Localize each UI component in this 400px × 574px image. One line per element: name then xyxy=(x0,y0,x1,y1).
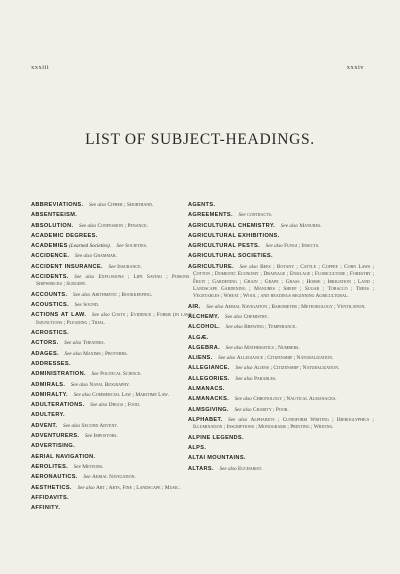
index-entry xyxy=(188,233,374,240)
cross-references: Mathematics ; Numbers. xyxy=(244,344,300,351)
see-reference-label: See also xyxy=(70,381,88,388)
index-entry xyxy=(31,253,195,260)
index-entry xyxy=(188,365,374,372)
entry-heading: ABSENTEEISM. xyxy=(31,212,78,219)
entry-heading: ADVENT. xyxy=(31,422,58,429)
entry-heading: ADVERTISING. xyxy=(31,443,75,450)
index-entry xyxy=(188,324,374,331)
cross-references: contracts. xyxy=(247,212,273,219)
cross-references: Maxims ; Proverbs. xyxy=(83,350,128,357)
entry-heading: ADMINISTRATION. xyxy=(31,371,86,378)
cross-references: Drugs ; Food. xyxy=(108,402,141,409)
entry-heading: AERIAL NAVIGATION. xyxy=(31,453,96,460)
index-entry xyxy=(31,233,195,240)
cross-references: Parables. xyxy=(253,375,277,382)
index-entry xyxy=(188,386,374,393)
entry-heading: ACCIDENTS. xyxy=(31,274,69,281)
index-entry xyxy=(188,223,374,230)
page-number-left: xxxiii xyxy=(31,64,50,71)
index-entry xyxy=(31,302,195,309)
see-reference-label: See also xyxy=(62,422,81,429)
index-entry xyxy=(31,464,195,471)
index-entry xyxy=(31,202,195,209)
index-entry xyxy=(31,212,195,219)
entry-heading: ACOUSTICS. xyxy=(31,302,69,309)
cross-references: Theatres. xyxy=(82,340,105,347)
see-reference-label: See xyxy=(73,463,81,470)
cross-references: Allegiance ; Citizenship ; Naturalization. xyxy=(236,355,334,362)
see-reference-label: See also xyxy=(280,222,298,229)
entry-heading: ALPHABET. xyxy=(188,416,223,423)
entry-heading: ACROSTICS. xyxy=(31,330,69,337)
entry-heading: ADULTERY. xyxy=(31,412,65,419)
see-reference-label: See also xyxy=(234,406,252,413)
entry-heading: ACCIDENCE. xyxy=(31,253,70,260)
see-reference-label: See also xyxy=(228,416,248,423)
index-entry xyxy=(188,243,374,250)
entry-heading: ADULTERATIONS. xyxy=(31,402,85,409)
index-entry xyxy=(31,312,195,327)
see-reference-label: See xyxy=(74,302,82,309)
page-number-right: xxxiv xyxy=(346,64,364,71)
cross-references: Aerial Navigation. xyxy=(91,474,136,481)
cross-references: Aliens ; Citizenship ; Naturalization. xyxy=(253,365,340,372)
index-entry xyxy=(31,264,195,271)
index-entry xyxy=(188,264,374,301)
see-reference-label: See also xyxy=(77,484,95,491)
entry-heading: AGRICULTURAL PESTS. xyxy=(188,243,261,250)
index-entry xyxy=(188,445,374,452)
index-entry xyxy=(31,423,195,430)
right-column xyxy=(188,202,374,476)
index-entry xyxy=(188,304,374,311)
see-reference-label: See also xyxy=(235,375,253,382)
cross-references: Brewing ; Temperance. xyxy=(244,324,297,331)
entry-heading: ADAGES. xyxy=(31,350,59,357)
index-entry xyxy=(31,402,195,409)
cross-references: Commercial Law ; Maritime Law. xyxy=(92,391,170,398)
index-entry xyxy=(188,396,374,403)
index-entry xyxy=(31,330,195,337)
entry-heading: ACADEMIC DEGREES. xyxy=(31,232,98,239)
cross-references: Naval Biography. xyxy=(89,381,131,388)
see-reference-label: See xyxy=(91,371,99,378)
see-reference-label: See xyxy=(84,433,93,440)
entry-heading: ACTIONS AT LAW. xyxy=(31,312,87,319)
entry-heading: ALCOHOL. xyxy=(188,324,221,331)
entry-qualifier: (Learned Societies). xyxy=(69,243,111,250)
entry-heading: AGRICULTURAL EXHIBITIONS. xyxy=(188,232,280,239)
entry-heading: AGRICULTURAL CHEMISTRY. xyxy=(188,222,276,229)
cross-references: Explosions ; Life Saving ; Poisons ; Shipwrecks ; Surgery. xyxy=(36,274,195,288)
entry-heading: AERONAUTICS. xyxy=(31,474,78,481)
index-entry xyxy=(31,371,195,378)
cross-references: Alphabets ; Cuneiform Writing ; Hieroglyphics ; Illumination ; Inscriptions ; Monograms ; Printing ; Writing. xyxy=(193,416,374,431)
entry-heading: AGREEMENTS. xyxy=(188,212,233,219)
see-reference-label: See also xyxy=(235,365,253,372)
entry-heading: AESTHETICS. xyxy=(31,484,72,491)
entry-heading: ALLEGIANCE. xyxy=(188,365,230,372)
index-entry xyxy=(31,433,195,440)
see-reference-label: See also xyxy=(88,202,107,208)
index-entry xyxy=(31,223,195,230)
see-reference-label: See also xyxy=(64,350,82,357)
cross-references: Chemistry. xyxy=(243,314,269,320)
entry-heading: AGRICULTURAL SOCIETIES. xyxy=(188,253,273,260)
cross-references: Costs ; Evidence ; Forms (in law) ; Injunctions ; Pleading ; Trial. xyxy=(36,312,195,326)
cross-references: Manures. xyxy=(299,222,322,229)
see-reference-label: See also xyxy=(74,274,95,281)
index-entry xyxy=(31,340,195,347)
cross-references: Impostors. xyxy=(93,433,118,440)
entry-heading: AGRICULTURE. xyxy=(188,263,235,270)
entry-heading: AFFIDAVITS. xyxy=(31,494,69,501)
entry-heading: AFFINITY. xyxy=(31,505,61,512)
entry-heading: ALLEGORIES. xyxy=(188,375,230,382)
entry-heading: ACCIDENT INSURANCE. xyxy=(31,263,103,270)
index-entry xyxy=(31,351,195,358)
entry-heading: ADDRESSES. xyxy=(31,360,71,367)
entry-heading: ACCOUNTS. xyxy=(31,291,68,298)
entry-heading: ALTAI MOUNTAINS. xyxy=(188,455,246,462)
left-column xyxy=(31,202,195,515)
entry-heading: ALGÆ. xyxy=(188,334,209,341)
cross-references: Cipher ; Shorthand. xyxy=(107,202,154,208)
see-reference-label: See xyxy=(108,263,116,270)
entry-heading: ALCHEMY. xyxy=(188,314,220,320)
cross-references: Arithmetic ; Bookkeeping. xyxy=(91,291,153,298)
cross-references: Grammar. xyxy=(93,253,117,260)
see-reference-label: See also xyxy=(239,263,258,270)
entry-heading: ALPINE LEGENDS. xyxy=(188,434,244,441)
see-reference-label: See also xyxy=(225,344,243,351)
index-entry xyxy=(188,355,374,362)
index-entry xyxy=(188,314,374,321)
index-entry xyxy=(31,382,195,389)
see-reference-label: See xyxy=(116,243,124,250)
index-entry xyxy=(188,376,374,383)
index-entry xyxy=(188,253,374,260)
see-reference-label: See also xyxy=(265,243,283,250)
see-reference-label: See also xyxy=(90,402,108,409)
see-reference-label: See xyxy=(238,212,246,219)
entry-heading: ALTARS. xyxy=(188,465,214,472)
see-reference-label: See also xyxy=(225,314,243,320)
see-reference-label: See also xyxy=(225,324,243,331)
index-entry xyxy=(31,292,195,299)
cross-references: Meteors. xyxy=(82,463,104,470)
index-entry xyxy=(31,474,195,481)
index-entry xyxy=(188,212,374,219)
cross-references: Charity ; Poor. xyxy=(253,406,289,413)
cross-references: Societies. xyxy=(125,243,148,250)
index-entry xyxy=(31,485,195,492)
index-entry xyxy=(31,505,195,512)
index-entry xyxy=(188,455,374,462)
cross-references: Art ; Arts, Fine ; Landscape ; Music. xyxy=(96,484,181,491)
index-entry xyxy=(31,495,195,502)
see-reference-label: See also xyxy=(64,340,82,347)
entry-heading: ALMANACS. xyxy=(188,386,225,393)
index-entry xyxy=(188,466,374,473)
cross-references: Second Advent. xyxy=(81,422,119,429)
index-entry xyxy=(31,412,195,419)
see-reference-label: See also xyxy=(219,465,237,472)
entry-heading: ALMSGIVING. xyxy=(188,406,229,413)
entry-heading: ADMIRALS. xyxy=(31,381,66,388)
index-entry xyxy=(31,454,195,461)
entry-heading: ADMIRALTY. xyxy=(31,391,68,398)
index-entry xyxy=(188,345,374,352)
index-entry xyxy=(188,417,374,432)
entry-heading: AGENTS. xyxy=(188,202,216,208)
cross-references: Insurance. xyxy=(117,263,142,270)
entry-heading: ACADEMIES xyxy=(31,243,68,250)
index-entry xyxy=(188,202,374,209)
see-reference-label: See also xyxy=(91,312,110,319)
entry-heading: AIR. xyxy=(188,303,201,310)
see-reference-label: See also xyxy=(78,222,97,229)
index-entry xyxy=(188,407,374,414)
entry-heading: ABSOLUTION. xyxy=(31,222,74,229)
see-reference-label: See also xyxy=(206,303,224,310)
see-reference-label: See also xyxy=(234,396,252,403)
index-entry xyxy=(31,243,195,250)
entry-heading: ADVENTURERS. xyxy=(31,433,80,440)
entry-heading: ABBREVIATIONS. xyxy=(31,202,84,208)
entry-heading: ALPS. xyxy=(188,444,207,451)
entry-heading: AEROLITES. xyxy=(31,463,69,470)
cross-references: Confession ; Penance. xyxy=(97,222,148,229)
entry-heading: ACTORS. xyxy=(31,340,59,347)
see-reference-label: See also xyxy=(73,291,91,298)
index-entry xyxy=(188,335,374,342)
index-entry xyxy=(31,361,195,368)
entry-heading: ALMANACKS. xyxy=(188,396,230,403)
cross-references: Political Science. xyxy=(100,371,142,378)
entry-heading: ALGEBRA. xyxy=(188,344,221,351)
cross-references: Chronology ; Nautical Almanacks. xyxy=(253,396,337,403)
index-entry xyxy=(188,435,374,442)
index-entry xyxy=(31,443,195,450)
cross-references: Bees ; Botany ; Cattle ; Coffee ; Corn Laws ; Cotton ; Domestic Economy ; Drainage ; Ensilage ; Floriculture ; Forestry ; Fruit ; Gardening ; Grain ; Grape ; Grass ; Horse ; Irrigation ; Land ; Landscape Gardening ; Manures ; Sheep ; Sugar ; Tobacco ; Trees ; Vegetables ; Wheat ; Wool ; and headings beginning Agricultural. xyxy=(193,263,374,300)
cross-references: Eucharist. xyxy=(238,465,263,472)
see-reference-label: See also xyxy=(73,391,91,398)
cross-references: Sound. xyxy=(83,302,100,309)
entry-heading: ALIENS. xyxy=(188,355,213,362)
cross-references: Fungi ; Insects. xyxy=(284,243,320,250)
index-entry xyxy=(31,392,195,399)
see-reference-label: See xyxy=(83,474,91,481)
cross-references: Aerial Navigation ; Barometer ; Meteorology ; Ventilation. xyxy=(224,303,366,310)
see-reference-label: See also xyxy=(74,253,93,260)
page-title: LIST OF SUBJECT-HEADINGS. xyxy=(85,131,315,148)
index-entry xyxy=(31,274,195,289)
see-reference-label: See also xyxy=(218,355,236,362)
